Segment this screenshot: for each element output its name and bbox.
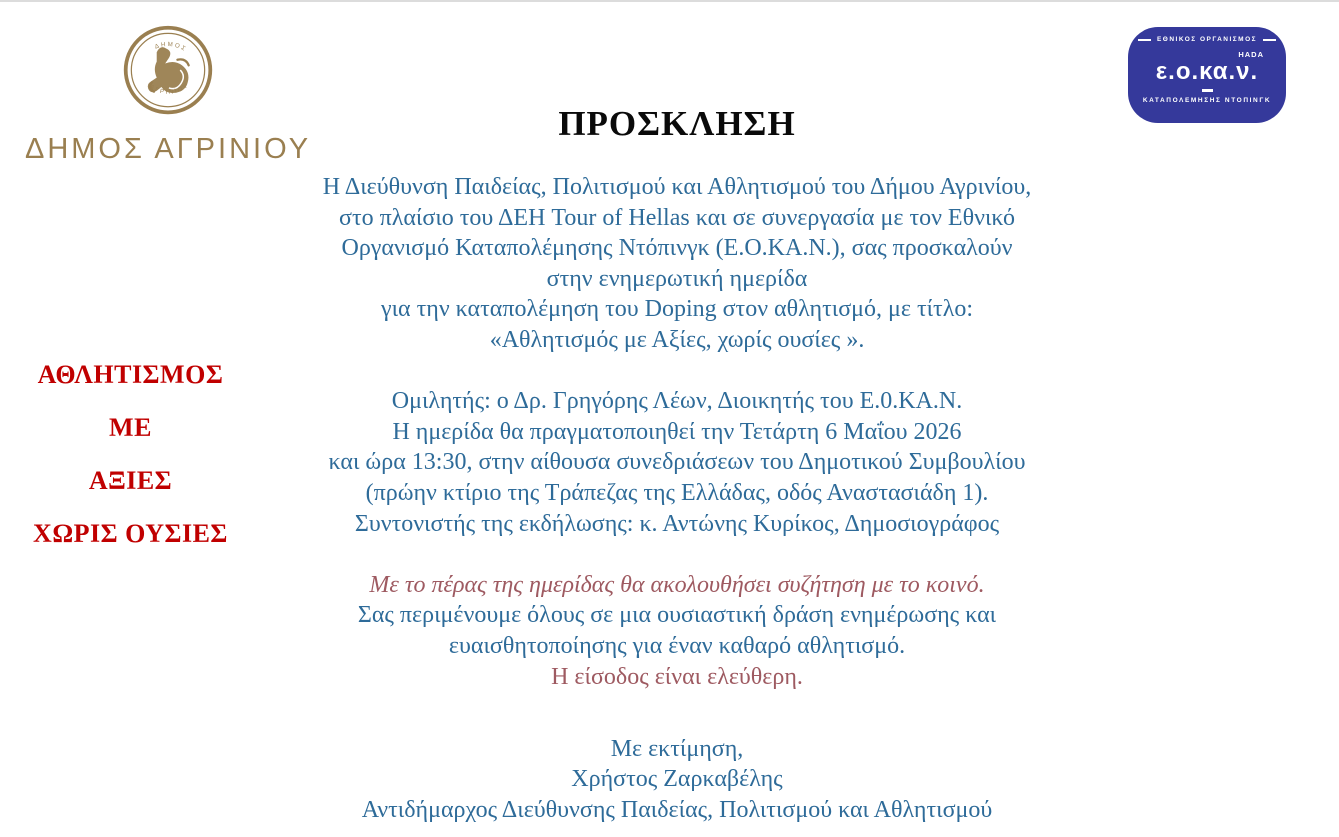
municipality-coin-emblem-icon xyxy=(120,24,216,118)
eokan-middle-dash xyxy=(1202,89,1213,92)
spacer xyxy=(277,539,1077,570)
body-line: Ομιλητής: ο Δρ. Γρηγόρης Λέων, Διοικητής του Ε.0.ΚΑ.Ν. xyxy=(391,388,963,415)
closing-salutation: Με εκτίμηση, xyxy=(610,735,744,762)
emblem-arc-top-text: ΔΗΜΟΣ xyxy=(153,40,189,54)
body-line: (πρώην κτίριο της Τράπεζας της Ελλάδας, οδός Αναστασιάδη 1). xyxy=(365,479,989,506)
body-line: ευαισθητοποίησης για έναν καθαρό αθλητισμό. xyxy=(448,632,906,659)
body-line: στο πλαίσιο του ΔΕΗ Tour of Hellas και σε συνεργασία με τον Εθνικό xyxy=(339,204,1015,231)
page-top-border xyxy=(0,0,1339,2)
emblem-arc-bottom-text: ΑΓΡΙΝΙΟΥ xyxy=(148,81,191,96)
slogan-line: ΑΘΛΗΤΙΣΜΟΣ xyxy=(37,360,224,389)
body-line: και ώρα 13:30, στην αίθουσα συνεδριάσεων του Δημοτικού Συμβουλίου xyxy=(328,449,1026,476)
body-line: Η ημερίδα θα πραγματοποιηθεί την Τετάρτη 6 Μαΐου 2026 xyxy=(392,418,962,445)
body-line-free-entrance: Η είσοδος είναι ελεύθερη. xyxy=(551,663,803,690)
eokan-acronym: ε.ο.κα.ν. xyxy=(1155,58,1259,85)
body-line: Η Διεύθυνση Παιδείας, Πολιτισμού και Αθλητισμού του Δήμου Αγρινίου, xyxy=(322,174,1032,200)
municipality-logo xyxy=(10,24,326,166)
eokan-top-label: ΕΘΝΙΚΟΣ ΟΡΓΑΝΙΣΜΟΣ xyxy=(1156,36,1258,43)
slogan-line: ΑΞΙΕΣ xyxy=(88,466,173,495)
body-line-discussion-note: Με το πέρας της ημερίδας θα ακολουθήσει συζήτηση με το κοινό. xyxy=(369,571,985,598)
signature-role: Αντιδήμαρχος Διεύθυνσης Παιδείας, Πολιτισμού και Αθλητισμού xyxy=(361,796,993,823)
spacer xyxy=(277,356,1077,387)
eokan-right-dash xyxy=(1263,39,1276,41)
spacer xyxy=(277,692,1077,723)
body-line: Σας περιμένουμε όλους σε μια ουσιαστική δράση ενημέρωσης και xyxy=(357,602,997,629)
body-line: Οργανισμό Καταπολέμησης Ντόπινγκ (Ε.Ο.ΚΑ.Ν.), σας προσκαλούν xyxy=(341,235,1013,262)
invitation-body xyxy=(277,172,1077,825)
slogan-line: ΧΩΡΙΣ ΟΥΣΙΕΣ xyxy=(33,519,228,548)
eokan-hada-label: HADA xyxy=(1238,50,1264,59)
page-title: ΠΡΟΣΚΛΗΣΗ xyxy=(558,104,796,143)
eokan-left-dash xyxy=(1138,39,1151,41)
municipality-name: ΔΗΜΟΣ ΑΓΡΙΝΙΟΥ xyxy=(24,133,312,165)
body-line: στην ενημερωτική ημερίδα xyxy=(546,265,808,292)
body-line: Συντονιστής της εκδήλωσης: κ. Αντώνης Κυρίκος, Δημοσιογράφος xyxy=(354,510,1000,537)
eokan-logo xyxy=(1128,27,1286,123)
slogan-line: ΜΕ xyxy=(109,413,152,442)
body-line: για την καταπολέμηση του Doping στον αθλητισμό, με τίτλο: xyxy=(380,296,973,323)
eokan-top-row xyxy=(1138,36,1276,43)
eokan-bottom-label: ΚΑΤΑΠΟΛΕΜΗΣΗΣ ΝΤΟΠΙΝΓΚ xyxy=(1142,97,1272,104)
signature-name: Χρήστος Ζαρκαβέλης xyxy=(571,766,783,793)
slogan-block xyxy=(8,360,253,549)
body-line: «Αθλητισμός με Αξίες, χωρίς ουσίες ». xyxy=(489,326,865,353)
